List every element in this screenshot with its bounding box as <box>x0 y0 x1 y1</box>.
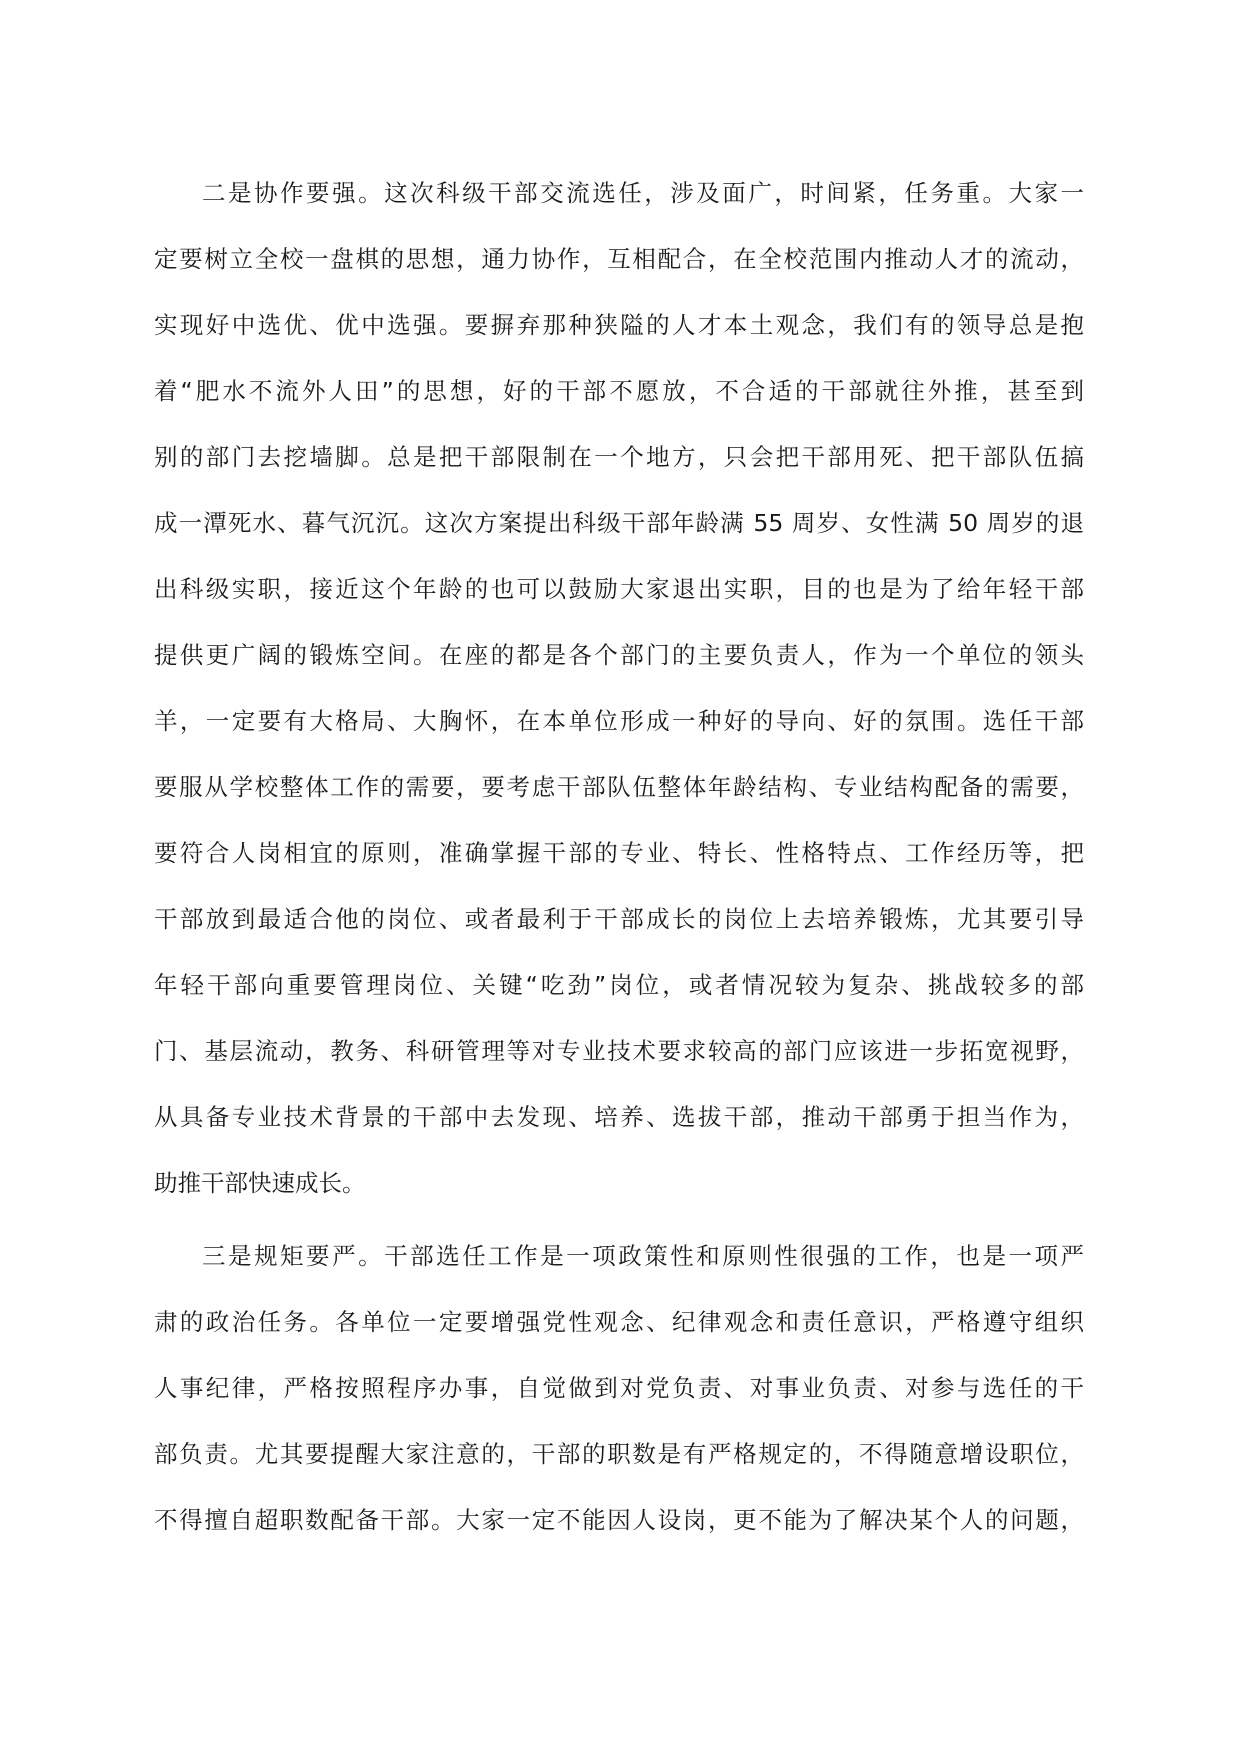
text-line: 三是规矩要严。干部选任工作是一项政策性和原则性很强的工作，也是一项严 <box>202 1242 1084 1270</box>
text-line: 肃的政治任务。各单位一定要增强党性观念、纪律观念和责任意识，严格遵守组织 <box>154 1308 1084 1336</box>
text-line: 年轻干部向重要管理岗位、关键“吃劲”岗位，或者情况较为复杂、挑战较多的部 <box>154 971 1084 999</box>
text-line: 助推干部快速成长。 <box>154 1169 366 1197</box>
text-line: 实现好中选优、优中选强。要摒弃那种狭隘的人才本土观念，我们有的领导总是抱 <box>154 311 1084 339</box>
text-line: 不得擅自超职数配备干部。大家一定不能因人设岗，更不能为了解决某个人的问题， <box>154 1506 1084 1534</box>
text-line: 定要树立全校一盘棋的思想，通力协作，互相配合，在全校范围内推动人才的流动， <box>154 245 1084 273</box>
text-line: 出科级实职，接近这个年龄的也可以鼓励大家退出实职，目的也是为了给年轻干部 <box>154 575 1084 603</box>
text-line: 部负责。尤其要提醒大家注意的，干部的职数是有严格规定的，不得随意增设职位， <box>154 1440 1084 1468</box>
text-line: 别的部门去挖墙脚。总是把干部限制在一个地方，只会把干部用死、把干部队伍搞 <box>154 443 1084 471</box>
text-line: 要服从学校整体工作的需要，要考虑干部队伍整体年龄结构、专业结构配备的需要， <box>154 773 1084 801</box>
text-line: 人事纪律，严格按照程序办事，自觉做到对党负责、对事业负责、对参与选任的干 <box>154 1374 1084 1402</box>
text-line: 干部放到最适合他的岗位、或者最利于干部成长的岗位上去培养锻炼，尤其要引导 <box>154 905 1084 933</box>
paragraph-discipline <box>154 1223 1084 1553</box>
paragraph-cooperation <box>154 160 1084 1216</box>
text-line: 要符合人岗相宜的原则，准确掌握干部的专业、特长、性格特点、工作经历等，把 <box>154 839 1084 867</box>
text-line: 二是协作要强。这次科级干部交流选任，涉及面广，时间紧，任务重。大家一 <box>202 179 1084 207</box>
text-line: 羊，一定要有大格局、大胸怀，在本单位形成一种好的导向、好的氛围。选任干部 <box>154 707 1084 735</box>
text-line: 门、基层流动，教务、科研管理等对专业技术要求较高的部门应该进一步拓宽视野， <box>154 1037 1084 1065</box>
text-line: 着“肥水不流外人田”的思想，好的干部不愿放，不合适的干部就往外推，甚至到 <box>154 377 1084 405</box>
text-line: 从具备专业技术背景的干部中去发现、培养、选拔干部，推动干部勇于担当作为， <box>154 1103 1084 1131</box>
text-line: 成一潭死水、暮气沉沉。这次方案提出科级干部年龄满 55 周岁、女性满 50 周岁的退 <box>154 509 1084 537</box>
text-line: 提供更广阔的锻炼空间。在座的都是各个部门的主要负责人，作为一个单位的领头 <box>154 641 1084 669</box>
document-body <box>154 160 1084 1553</box>
